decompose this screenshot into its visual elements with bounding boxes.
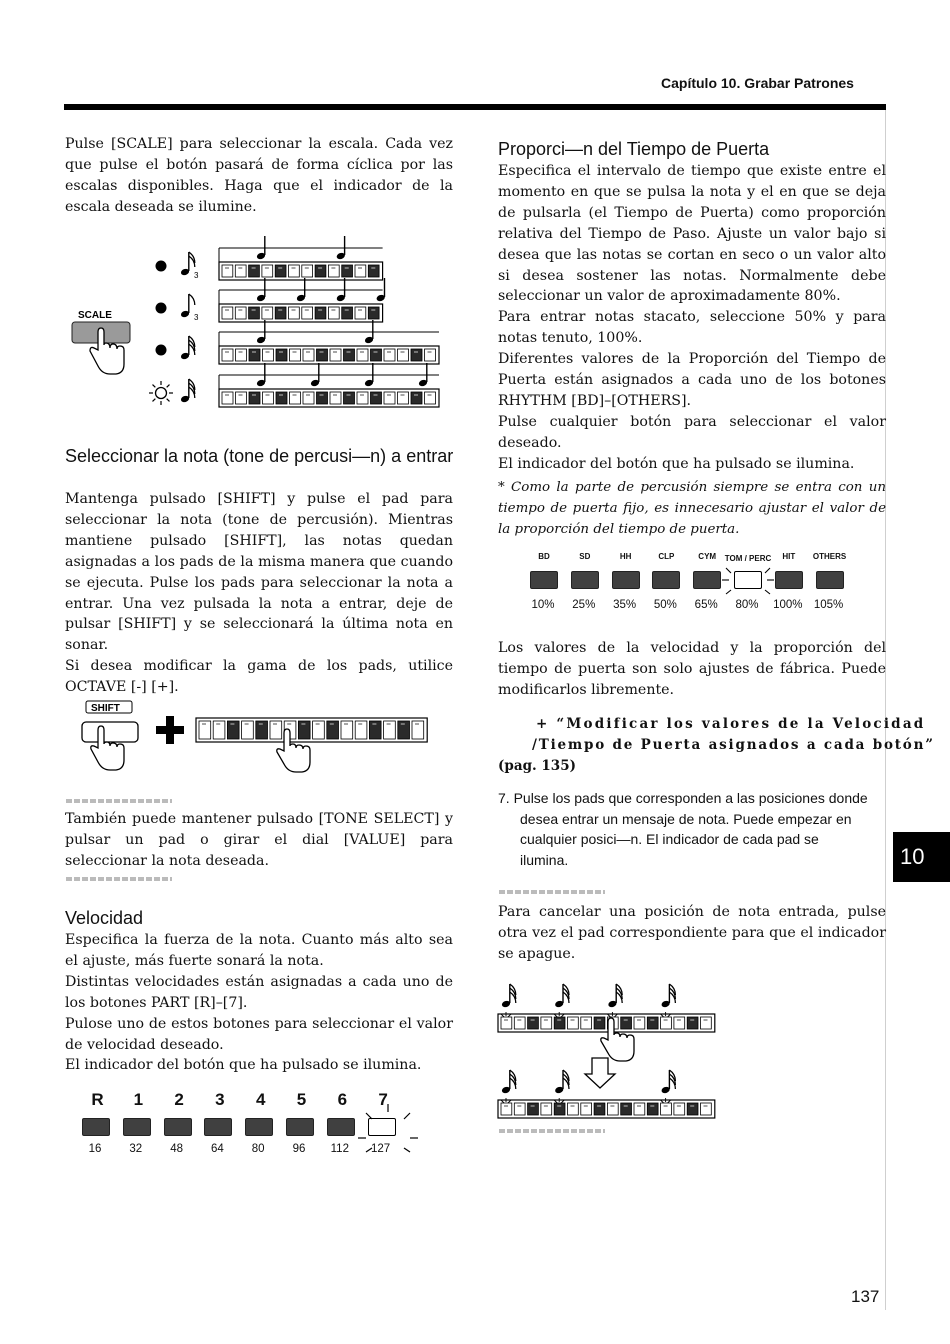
pad xyxy=(303,392,314,404)
part-button-value: 96 xyxy=(292,1143,306,1155)
pad xyxy=(290,392,301,404)
pad xyxy=(398,349,409,361)
factory-paragraph: Los valores de la velocidad y la proporción del tiempo de puerta son solo ajustes de fábrica. Puede modificarlos libremente. xyxy=(498,640,886,698)
gate-heading: Proporci—n del Tiempo de Puerta xyxy=(498,139,770,159)
triplet-mark: 3 xyxy=(194,271,199,280)
gate-text-4: Pulse cualquier botón para seleccionar el valor deseado. xyxy=(498,413,886,451)
gate-note: * Como la parte de percusión siempre se entra con un tiempo de puerta fijo, es innecesario ajustar el valor de la proporción del tiempo de puerta. xyxy=(498,480,886,537)
part-button-label: 2 xyxy=(174,1090,183,1109)
pad xyxy=(328,307,339,319)
part-button-value: 64 xyxy=(210,1143,224,1155)
rhythm-button-value: 10% xyxy=(531,599,555,611)
scale-pad-row xyxy=(219,346,439,364)
scale-pad-row xyxy=(219,389,439,407)
scale-pad-row xyxy=(219,304,383,322)
pad xyxy=(634,1017,645,1029)
pad xyxy=(687,1017,698,1029)
nota-text-1: Mantenga pulsado [SHIFT] y pulse el pad para seleccionar la nota (tone de percusión). Mientras mantiene pulsado [SHIFT], las notas quedan asignadas a los pads de la misma manera que cuando se ejecuta. Pulse los pads para seleccionar la nota a entrar. Una vez pulsada la nota a entrar, deje de pulsar [SHIFT] y se seleccionará la última nota en sonar. xyxy=(65,491,453,654)
pad xyxy=(528,1017,539,1029)
scale-rows xyxy=(149,236,439,407)
pad xyxy=(554,1017,565,1029)
velocidad-text-1: Especifica la fuerza de la nota. Cuanto más alto sea el ajuste, más fuerte sonará la nota. xyxy=(65,932,453,969)
pad xyxy=(236,392,247,404)
part-buttons xyxy=(80,1090,420,1160)
pad xyxy=(302,265,313,277)
pad xyxy=(344,392,355,404)
scale-lamp xyxy=(156,303,167,314)
lit-indicator-icon xyxy=(722,564,774,604)
step-note-icon xyxy=(607,984,622,1008)
scale-top-line xyxy=(219,332,439,346)
pad xyxy=(568,1103,579,1115)
pad xyxy=(355,307,366,319)
part-button-value: 80 xyxy=(251,1143,265,1155)
part-button[interactable] xyxy=(245,1118,273,1136)
scale-pad-row xyxy=(219,262,383,280)
pad xyxy=(384,349,395,361)
pad xyxy=(581,1103,592,1115)
cancel-divider-bottom xyxy=(499,1129,605,1133)
pad xyxy=(514,1017,525,1029)
cancel-divider-top xyxy=(499,890,605,894)
shift-illustration xyxy=(76,698,436,774)
rhythm-button-label: CYM xyxy=(698,552,717,561)
pad xyxy=(289,307,300,319)
part-button-label: 4 xyxy=(255,1090,265,1109)
part-button[interactable] xyxy=(164,1118,192,1136)
note-divider-bottom xyxy=(66,877,172,881)
pad xyxy=(368,265,379,277)
pad xyxy=(371,349,382,361)
pad xyxy=(222,307,233,319)
rhythm-button[interactable] xyxy=(693,571,721,589)
pad xyxy=(634,1103,645,1115)
scale-note-icon xyxy=(180,294,195,318)
part-button-value: 112 xyxy=(330,1143,349,1155)
pad xyxy=(411,349,422,361)
pad xyxy=(317,349,328,361)
part-button-label: 5 xyxy=(296,1090,306,1109)
scale-lamp-lit xyxy=(149,381,173,405)
pad xyxy=(541,1017,552,1029)
reference-page: (pag. 135) xyxy=(498,758,576,774)
pad xyxy=(315,265,326,277)
scale-text: Pulse [SCALE] para seleccionar la escala. Cada vez que pulse el botón pasará de forma cíclica por las escalas disponibles. Haga que el indicador de la escala deseada se ilumine. xyxy=(65,136,453,215)
pad xyxy=(355,265,366,277)
velocidad-text-2: Distintas velocidades están asignadas a cada uno de los botones PART [R]–[7]. xyxy=(65,973,453,1011)
arrow-down-icon xyxy=(585,1058,615,1088)
part-button-value: 32 xyxy=(129,1143,143,1155)
pad xyxy=(621,1103,632,1115)
nota-text-2: Si desea modificar la gama de los pads, utilice OCTAVE [-] [+]. xyxy=(65,658,453,696)
scale-lamp xyxy=(156,261,167,272)
part-button-label: 1 xyxy=(133,1090,143,1109)
pad xyxy=(276,392,287,404)
pad xyxy=(222,392,233,404)
scale-illustration xyxy=(64,232,444,418)
pad xyxy=(275,307,286,319)
chapter-header: Capítulo 10. Grabar Patrones xyxy=(661,75,854,91)
step-note-icon xyxy=(554,1070,569,1094)
step-7: 7. Pulse los pads que corresponden a las posiciones donde desea entrar un mensaje de nota. Puede empezar en cualquier posici—n. El indicador de cada pad se ilumina. xyxy=(498,790,868,868)
shift-label: SHIFT xyxy=(91,703,120,714)
pad xyxy=(262,307,273,319)
pad xyxy=(368,307,379,319)
pad xyxy=(249,307,260,319)
rhythm-button[interactable] xyxy=(816,571,844,589)
pad xyxy=(674,1017,685,1029)
reference-line-2: /Tiempo de Puerta asignados a cada botón” xyxy=(532,737,935,753)
part-button-label: 7 xyxy=(378,1090,387,1109)
part-button-value: 127 xyxy=(371,1143,391,1155)
gate-text-1: Especifica el intervalo de tiempo que existe entre el momento en que se pulsa la nota y el en que se deja de pulsarla (el Tiempo de Puerta) como proporción relativa del Tiempo de Paso. Ajuste un valor bajo si desea que las notas se cortan en seco o un valor alto si desea sostener las notas. Normalmente debe seleccionar un valor de aproximadamente 80%. xyxy=(498,163,886,305)
part-button-value: 16 xyxy=(88,1143,102,1155)
pad xyxy=(661,1103,672,1115)
pad xyxy=(317,392,328,404)
rhythm-button[interactable] xyxy=(775,571,803,589)
pad xyxy=(315,307,326,319)
pad xyxy=(647,1103,658,1115)
pad xyxy=(528,1103,539,1115)
scale-button-label: SCALE xyxy=(78,310,112,321)
scale-note-icon xyxy=(180,379,195,403)
pad xyxy=(330,349,341,361)
rhythm-button-label: BD xyxy=(538,552,550,561)
pad xyxy=(607,1103,618,1115)
part-button-value: 48 xyxy=(170,1143,183,1155)
gate-text-2: Para entrar notas stacato, seleccione 50% y para notas tenuto, 100%. xyxy=(498,309,886,347)
rhythm-button-value: 50% xyxy=(653,599,677,611)
pad xyxy=(647,1017,658,1029)
step-note-icon xyxy=(501,984,516,1008)
rhythm-button-value: 25% xyxy=(572,599,596,611)
pad xyxy=(398,392,409,404)
pad xyxy=(342,265,353,277)
pad xyxy=(411,392,422,404)
lit-indicator-icon xyxy=(358,1104,418,1154)
rhythm-button-value: 105% xyxy=(813,599,844,611)
pad xyxy=(371,392,382,404)
rhythm-button-value: 35% xyxy=(613,599,637,611)
step-note-icon xyxy=(661,1070,676,1094)
pad xyxy=(302,307,313,319)
triplet-mark: 3 xyxy=(194,313,199,322)
pad xyxy=(262,265,273,277)
part-button-label: 6 xyxy=(337,1090,347,1109)
rhythm-button-value: 100% xyxy=(773,599,803,611)
scale-note-icon xyxy=(180,336,195,360)
nota-paragraphs xyxy=(65,489,453,698)
step-note-icon xyxy=(661,984,676,1008)
pad xyxy=(222,349,233,361)
part-button[interactable] xyxy=(204,1118,232,1136)
pad xyxy=(344,349,355,361)
step-note-icon xyxy=(554,984,569,1008)
pad-row xyxy=(196,718,427,742)
pad xyxy=(275,265,286,277)
shift-pad-row xyxy=(196,718,427,742)
pad xyxy=(328,265,339,277)
pad xyxy=(276,349,287,361)
scale-note-icon xyxy=(180,252,195,276)
pad xyxy=(581,1017,592,1029)
velocidad-text-3: Pulose uno de estos botones para seleccionar el valor de velocidad deseado. xyxy=(65,1015,453,1053)
pad xyxy=(594,1017,605,1029)
pad xyxy=(687,1103,698,1115)
pad xyxy=(263,392,274,404)
rhythm-button-label: CLP xyxy=(658,552,675,561)
rhythm-button-label: SD xyxy=(579,552,591,561)
note-divider-top xyxy=(66,799,172,803)
tone-select-text: También puede mantener pulsado [TONE SELECT] y pulsar un pad o girar el dial [VALUE] para seleccionar la nota deseada. xyxy=(65,811,453,869)
gate-text-5: El indicador del botón que ha pulsado se ilumina. xyxy=(498,455,855,472)
pad xyxy=(425,392,436,404)
velocidad-text-4: El indicador del botón que ha pulsado se ilumina. xyxy=(65,1057,422,1074)
part-button[interactable] xyxy=(82,1118,110,1136)
rhythm-buttons xyxy=(528,550,858,620)
pad xyxy=(425,349,436,361)
pad xyxy=(554,1103,565,1115)
pad xyxy=(384,392,395,404)
pad xyxy=(501,1103,512,1115)
step-note-icon xyxy=(501,1070,516,1094)
header-rule xyxy=(64,104,886,110)
pad xyxy=(661,1017,672,1029)
pad xyxy=(357,349,368,361)
cancel-paragraph: Para cancelar una posición de nota entrada, pulse otra vez el pad correspondiente para que el indicador se apague. xyxy=(498,904,886,962)
part-button[interactable] xyxy=(327,1118,355,1136)
rhythm-button[interactable] xyxy=(612,571,640,589)
chapter-tab: 10 xyxy=(893,832,950,882)
pad xyxy=(249,349,260,361)
pad xyxy=(514,1103,525,1115)
pad xyxy=(236,349,247,361)
gate-paragraphs xyxy=(498,161,886,475)
plus-icon xyxy=(156,716,184,744)
pad xyxy=(701,1017,712,1029)
pad xyxy=(342,307,353,319)
pad xyxy=(249,392,260,404)
cancel-pad-row-after xyxy=(498,1100,715,1118)
pad xyxy=(357,392,368,404)
velocidad-heading: Velocidad xyxy=(65,908,144,928)
pad xyxy=(541,1103,552,1115)
scale-top-line xyxy=(219,248,383,262)
nota-heading: Seleccionar la nota (tone de percusi—n) a entrar xyxy=(65,446,454,466)
scale-lamp xyxy=(156,345,167,356)
pad xyxy=(235,307,246,319)
rhythm-button[interactable] xyxy=(571,571,599,589)
scale-top-line xyxy=(219,375,439,389)
cancel-illustration xyxy=(496,980,726,1140)
rhythm-button-label: HH xyxy=(619,552,632,561)
rhythm-button[interactable] xyxy=(530,571,558,589)
rhythm-button-label: TOM / PERC xyxy=(724,554,772,563)
pad xyxy=(290,349,301,361)
reference-line-1: + “Modificar los valores de la Velocidad xyxy=(536,716,926,732)
cancel-pad-row-before xyxy=(498,1014,715,1032)
pad xyxy=(594,1103,605,1115)
part-button-label: 3 xyxy=(215,1090,224,1109)
shift-button xyxy=(82,722,138,742)
rhythm-button-label: OTHERS xyxy=(812,552,847,561)
part-button-label: R xyxy=(91,1090,103,1109)
tone-select-note xyxy=(65,809,453,872)
rhythm-button-value: 65% xyxy=(694,599,718,611)
rhythm-button-value: 80% xyxy=(735,599,759,611)
page-number: 137 xyxy=(851,1287,880,1306)
part-button[interactable] xyxy=(123,1118,151,1136)
rhythm-button[interactable] xyxy=(652,571,680,589)
rhythm-button-label: HIT xyxy=(782,552,796,561)
pad xyxy=(303,349,314,361)
pad xyxy=(501,1017,512,1029)
pad xyxy=(222,265,233,277)
part-button[interactable] xyxy=(286,1118,314,1136)
pad xyxy=(330,392,341,404)
velocidad-paragraphs xyxy=(65,930,453,1076)
pad xyxy=(249,265,260,277)
scale-paragraph xyxy=(65,134,453,218)
pad xyxy=(289,265,300,277)
pad xyxy=(701,1103,712,1115)
gate-text-3: Diferentes valores de la Proporción del Tiempo de Puerta están asignados a cada uno de los botones RHYTHM [BD]–[OTHERS]. xyxy=(498,351,886,409)
pad xyxy=(621,1017,632,1029)
pad xyxy=(263,349,274,361)
pad xyxy=(674,1103,685,1115)
pad xyxy=(568,1017,579,1029)
pad xyxy=(235,265,246,277)
